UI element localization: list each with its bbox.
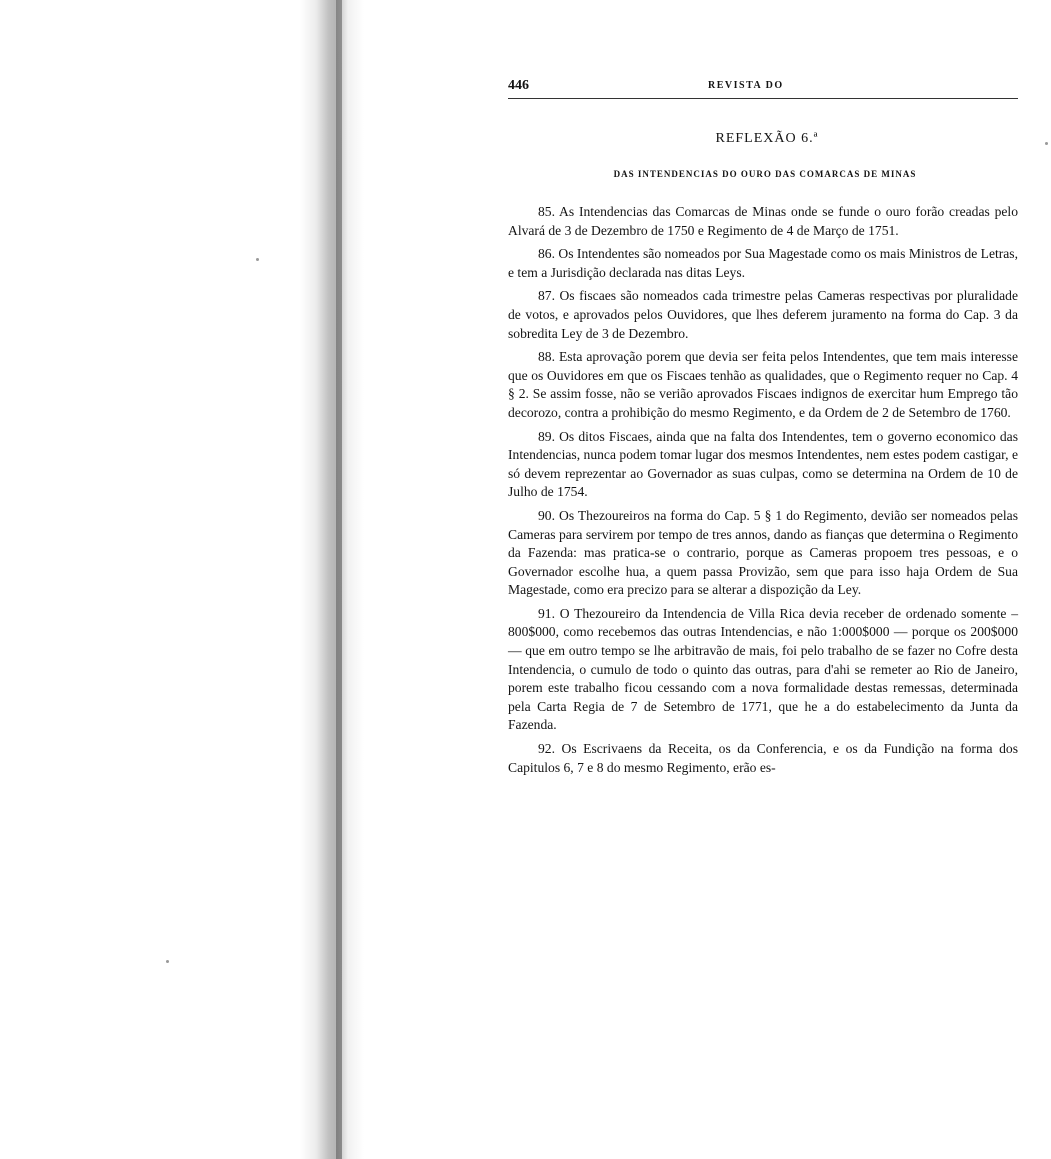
running-head (508, 76, 1018, 96)
paragraph-86: 86. Os Intendentes são nomeados por Sua Magestade como os mais Ministros de Letras, e tem a Jurisdição declarada nas ditas Leys. (508, 246, 1018, 280)
section-title: REFLEXÃO 6.ª (715, 131, 819, 146)
paragraph-92: 92. Os Escrivaens da Receita, os da Conferencia, e os da Fundição na forma dos Capitulos 6, 7 e 8 do mesmo Regimento, erão es- (508, 741, 1018, 775)
page-number: 446 (508, 78, 529, 93)
paper-speck (256, 258, 259, 261)
binding-fold-line (336, 0, 342, 1159)
binding-gutter-shadow (300, 0, 364, 1159)
paragraph-88: 88. Esta aprovação porem que devia ser feita pelos Intendentes, que tem mais interesse que os Ouvidores em que os Fiscaes tenhão as qualidades, que o Regimento requer no Cap. 4 § 2. Se assim fosse, não se verião aprovados Fiscaes indignos de exercitar hum Emprego tão decorozo, contra a prohibição do mesmo Regimento, e da Ordem de 2 de Setembro de 1760. (508, 349, 1018, 420)
paragraph-91: 91. O Thezoureiro da Intendencia de Villa Rica devia receber de ordenado somente – 800$000, como recebemos das outras Intendencias, e não 1:000$000 — porque os 200$000 — que em outro tempo se lhe arbitravão de mais, foi pelo trabalho de se fazer no Cofre desta Intendencia, o cumulo de todo o quinto das outras, para d'ahi se remeter ao Rio de Janeiro, porem este trabalho ficou cessando com a nova formalidade destas remessas, determinada pela Carta Regia de 7 de Setembro de 1771, que he a do estabelecimento da Junta da Fazenda. (508, 605, 1018, 733)
book-page (508, 76, 1018, 782)
section-subtitle: DAS INTENDENCIAS DO OURO DAS COMARCAS DE MINAS (613, 169, 917, 179)
paragraph-87: 87. Os fiscaes são nomeados cada trimestre pelas Cameras respectivas por pluralidade de votos, e aprovados pelos Ouvidores, que lhes deferem juramento na forma do Cap. 3 da sobredita Ley de 3 de Dezembro. (508, 288, 1018, 341)
header-rule (508, 98, 1018, 99)
paragraph-90: 90. Os Thezoureiros na forma do Cap. 5 § 1 do Regimento, devião ser nomeados pelas Cameras para servirem por tempo de tres annos, dando as fianças que determina o Regimento da Fazenda: mas pratica-se o contrario, porque as Cameras propoem tres pessoas, e o Governador escolhe hua, a quem passa Provizão, sem que para isso haja Ordem de Sua Magestade, como era precizo para se alterar a dispozição da Ley. (508, 507, 1018, 598)
paper-speck (1045, 142, 1048, 145)
body-text (508, 203, 1018, 777)
paragraph-89: 89. Os ditos Fiscaes, ainda que na falta dos Intendentes, tem o governo economico das Intendencias, nunca podem tomar lugar dos mesmos Intendentes, nem estes podem castigar, e só devem reprezentar ao Governador as suas culpas, como se determina na Ordem de 10 de Julho de 1754. (508, 428, 1018, 500)
paper-speck (166, 960, 169, 963)
paragraph-85: 85. As Intendencias das Comarcas de Minas onde se funde o ouro forão creadas pelo Alvará de 3 de Dezembro de 1750 e Regimento de 4 de Março de 1751. (508, 204, 1018, 238)
running-title: REVISTA DO (708, 80, 784, 91)
